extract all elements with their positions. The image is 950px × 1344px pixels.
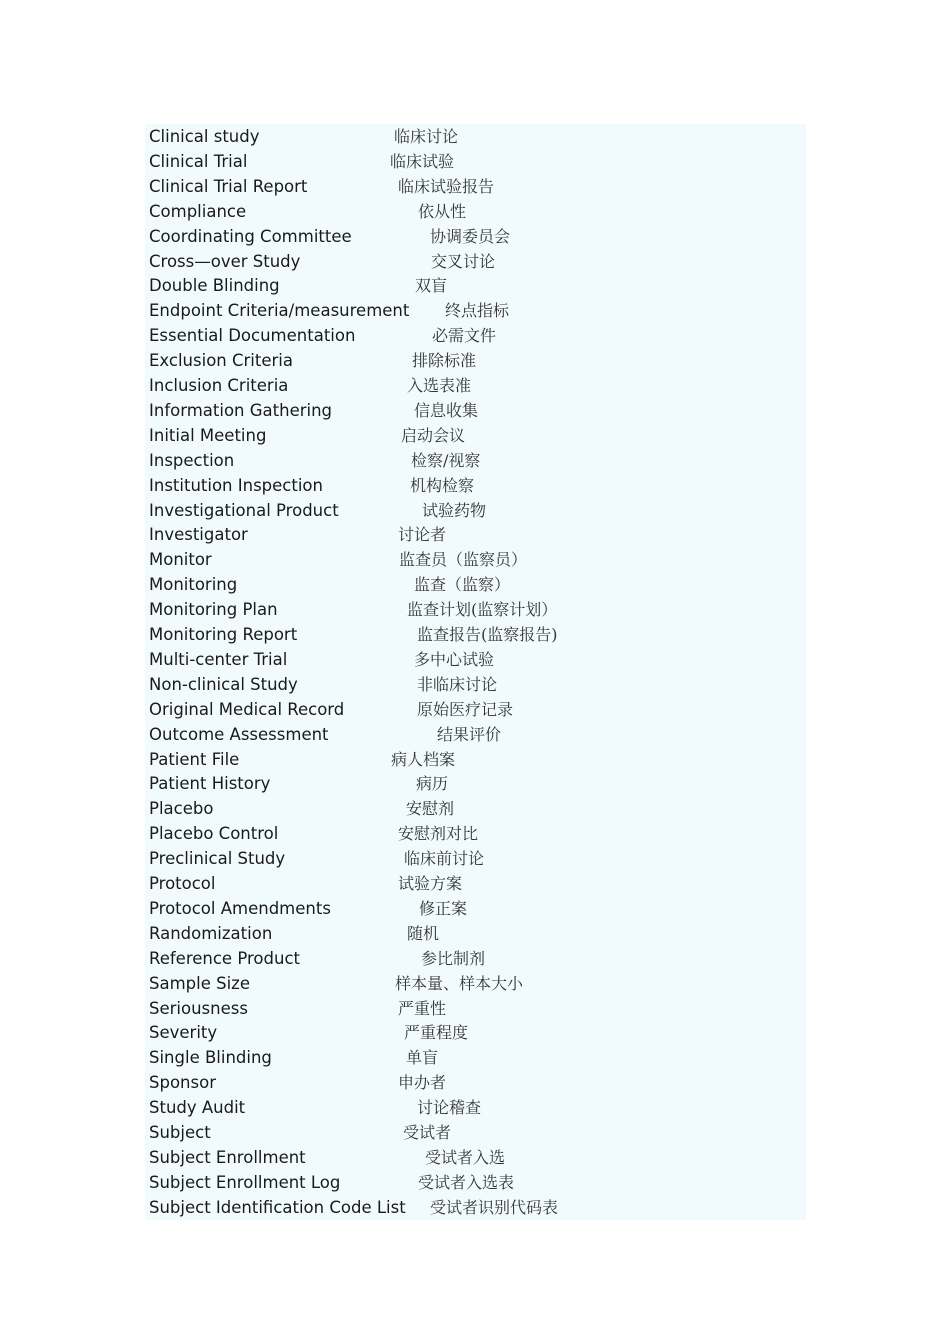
glossary-row [149,323,799,348]
term-chinese: 原始医疗记录 [417,699,514,719]
term-english: Initial Meeting [149,425,267,445]
term-chinese: 病历 [416,774,449,794]
glossary-row [149,149,799,174]
term-chinese: 临床试验报告 [398,176,495,196]
term-chinese: 排除标准 [412,351,477,371]
term-english: Clinical Trial Report [149,176,308,196]
glossary-row [149,622,799,647]
term-chinese: 严重程度 [404,1023,469,1043]
term-chinese: 参比制剂 [421,948,486,968]
glossary-row [149,572,799,597]
term-english: Placebo Control [149,824,279,844]
term-english: Coordinating Committee [149,226,352,246]
glossary-table [145,124,806,1220]
glossary-row [149,1020,799,1045]
term-english: Sponsor [149,1073,216,1093]
term-english: Cross—over Study [149,251,301,271]
term-chinese: 信息收集 [414,400,479,420]
glossary-row [149,796,799,821]
term-chinese: 安慰剂对比 [398,824,479,844]
term-chinese: 严重性 [398,998,447,1018]
term-english: Compliance [149,201,247,221]
term-english: Essential Documentation [149,326,356,346]
glossary-row [149,547,799,572]
term-chinese: 病人档案 [391,749,456,769]
term-english: Protocol Amendments [149,898,331,918]
glossary-row [149,697,799,722]
glossary-row [149,821,799,846]
term-chinese: 申办者 [398,1073,447,1093]
term-english: Monitoring Report [149,625,298,644]
term-english: Clinical study [149,127,260,146]
term-english: Reference Product [149,948,300,968]
term-chinese: 检察/视察 [411,450,481,470]
term-chinese: 监查计划(监察计划） [407,600,558,620]
glossary-row [149,448,799,473]
term-english: Investigator [149,525,248,545]
glossary-row [149,871,799,896]
term-english: Outcome Assessment [149,724,329,744]
glossary-row [149,921,799,946]
glossary-row [149,771,799,796]
term-english: Exclusion Criteria [149,351,293,371]
term-english: Clinical Trial [149,151,248,171]
term-english: Randomization [149,923,273,943]
term-chinese: 协调委员会 [430,226,511,246]
term-english: Seriousness [149,998,248,1018]
term-chinese: 修正案 [419,898,468,918]
term-english: Investigational Product [149,500,339,520]
term-english: Monitor [149,550,212,570]
term-chinese: 受试者识别代码表 [430,1197,559,1217]
glossary-row [149,647,799,672]
glossary-row [149,423,799,448]
term-chinese: 结果评价 [437,724,502,744]
term-chinese: 监查（监察） [414,575,511,595]
term-chinese: 监查员（监察员） [399,550,528,570]
glossary-row [149,199,799,224]
term-chinese: 临床试验 [390,151,455,171]
term-english: Severity [149,1023,218,1043]
term-chinese: 入选表准 [407,376,472,395]
glossary-row [149,1195,799,1220]
term-chinese: 讨论者 [398,525,447,545]
term-english: Inspection [149,450,235,470]
glossary-row [149,249,799,274]
term-english: Single Blinding [149,1048,272,1068]
glossary-row [149,1145,799,1170]
term-english: Inclusion Criteria [149,376,289,395]
term-english: Subject Enrollment [149,1147,306,1167]
term-english: Study Audit [149,1098,246,1118]
glossary-row [149,1120,799,1145]
term-english: Original Medical Record [149,699,345,719]
term-chinese: 受试者入选表 [418,1172,515,1192]
glossary-row [149,597,799,622]
term-chinese: 随机 [407,923,440,943]
term-english: Subject Identification Code List [149,1197,406,1217]
term-chinese: 受试者入选 [425,1147,506,1167]
glossary-row [149,1170,799,1195]
glossary-row [149,373,799,398]
glossary-row [149,398,799,423]
term-chinese: 讨论稽查 [417,1098,482,1118]
term-chinese: 交叉讨论 [431,251,496,271]
term-english: Monitoring Plan [149,600,278,620]
term-english: Endpoint Criteria/measurement [149,301,410,321]
glossary-row [149,273,799,298]
glossary-row [149,473,799,498]
term-chinese: 样本量、样本大小 [395,973,524,993]
term-english: Patient File [149,749,240,769]
term-english: Subject [149,1123,211,1142]
glossary-row [149,946,799,971]
term-english: Multi-center Trial [149,649,288,669]
term-english: Monitoring [149,575,238,595]
glossary-row [149,498,799,523]
term-english: Non-clinical Study [149,674,298,694]
term-english: Preclinical Study [149,849,286,869]
glossary-row [149,298,799,323]
term-chinese: 多中心试验 [414,649,495,669]
glossary-row [149,722,799,747]
term-english: Placebo [149,799,214,819]
glossary-row [149,174,799,199]
glossary-row [149,971,799,996]
glossary-row [149,522,799,547]
glossary-row [149,996,799,1021]
term-chinese: 必需文件 [432,326,497,346]
glossary-row [149,348,799,373]
term-chinese: 试验方案 [398,874,463,893]
glossary-row [149,672,799,697]
term-english: Protocol [149,874,216,893]
term-english: Information Gathering [149,400,333,420]
glossary-row [149,846,799,871]
term-chinese: 监查报告(监察报告) [417,625,558,644]
term-english: Patient History [149,774,271,794]
glossary-row [149,124,799,149]
term-chinese: 依从性 [418,201,467,221]
glossary-row [149,1095,799,1120]
term-chinese: 双盲 [415,276,448,296]
term-english: Institution Inspection [149,475,323,495]
term-chinese: 受试者 [403,1123,452,1142]
term-chinese: 机构检察 [410,475,475,495]
term-english: Sample Size [149,973,250,993]
term-chinese: 非临床讨论 [417,674,498,694]
term-chinese: 安慰剂 [406,799,455,819]
glossary-row [149,896,799,921]
glossary-row [149,1070,799,1095]
glossary-row [149,224,799,249]
term-chinese: 试验药物 [422,500,487,520]
glossary-row [149,1045,799,1070]
term-chinese: 临床前讨论 [404,849,485,869]
term-chinese: 启动会议 [401,425,466,445]
term-chinese: 临床讨论 [394,127,459,146]
term-english: Subject Enrollment Log [149,1172,341,1192]
glossary-row [149,747,799,772]
term-english: Double Blinding [149,276,280,296]
term-chinese: 单盲 [406,1048,439,1068]
term-chinese: 终点指标 [445,301,510,321]
